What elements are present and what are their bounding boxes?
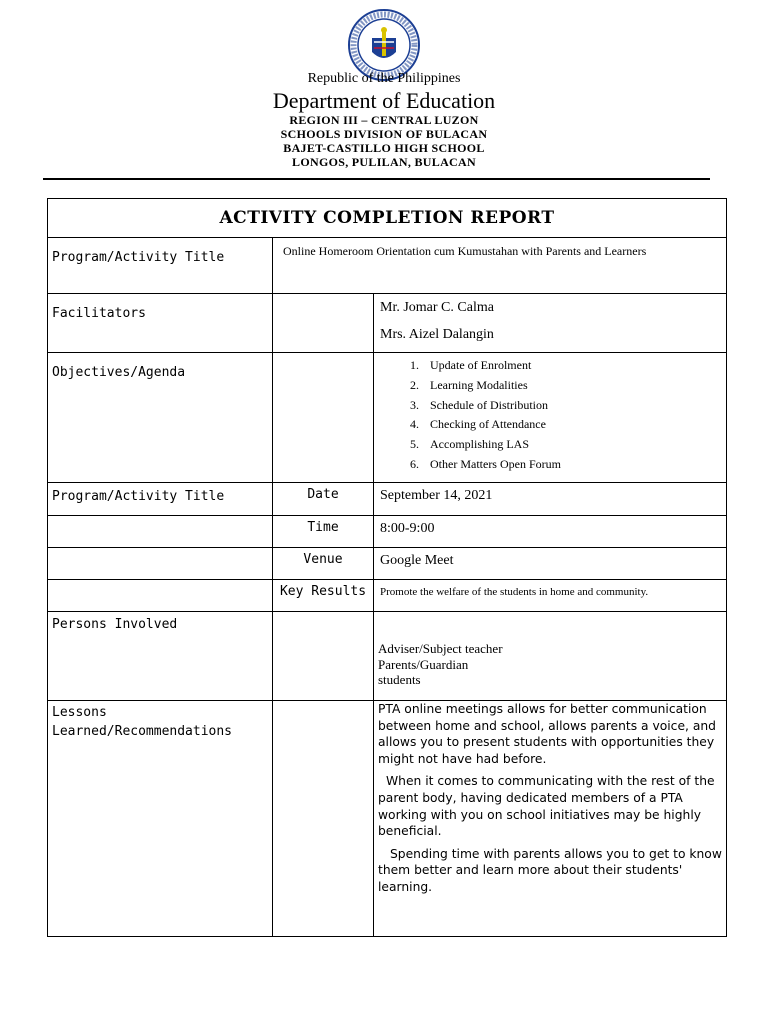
lessons-row (48, 701, 727, 937)
empty-cell (273, 294, 374, 353)
key-results-row (48, 580, 727, 612)
time-row (48, 516, 727, 548)
lessons-value (374, 701, 727, 937)
lesson-paragraph: Spending time with parents allows you to get to know them better and learn more about their students' learning. (378, 846, 722, 894)
list-item: 1. Update of Enrolment (422, 356, 726, 376)
date-label: Date (273, 483, 374, 516)
empty-cell (273, 612, 374, 701)
facilitator-name: Mrs. Aizel Dalangin (380, 327, 494, 342)
school-text: BAJET-CASTILLO HIGH SCHOOL (283, 141, 485, 155)
address-text: LONGOS, PULILAN, BULACAN (292, 155, 476, 169)
persons-row (48, 612, 727, 701)
persons-label: Persons Involved (48, 612, 273, 701)
objectives-row (48, 353, 727, 483)
empty-cell (48, 516, 273, 548)
department-title: Department of Education (272, 88, 496, 113)
key-results-value: Promote the welfare of the students in home and community. (374, 580, 727, 612)
objectives-list (374, 356, 726, 475)
date-value: September 14, 2021 (374, 483, 727, 516)
list-item: 5. Accomplishing LAS (422, 435, 726, 455)
region-text: REGION III – CENTRAL LUZON (289, 113, 479, 127)
empty-cell (48, 580, 273, 612)
empty-cell (273, 701, 374, 937)
empty-cell (48, 548, 273, 580)
persons-value (374, 612, 727, 701)
objectives-value (374, 353, 727, 483)
facilitators-label: Facilitators (48, 294, 273, 353)
program-label: Program/Activity Title (48, 238, 273, 294)
list-item: 6. Other Matters Open Forum (422, 455, 726, 475)
list-item: 2. Learning Modalities (422, 376, 726, 396)
republic-text: Republic of the Philippines (307, 71, 461, 86)
time-value: 8:00-9:00 (374, 516, 727, 548)
header-divider (43, 178, 710, 180)
person-item: Adviser/Subject teacher (378, 641, 503, 656)
program-value: Online Homeroom Orientation cum Kumustahan with Parents and Learners (273, 238, 727, 294)
empty-cell (273, 353, 374, 483)
report-title: ACTIVITY COMPLETION REPORT (48, 199, 727, 238)
venue-row (48, 548, 727, 580)
program-row (48, 238, 727, 294)
key-results-label: Key Results (273, 580, 374, 612)
time-label: Time (273, 516, 374, 548)
objectives-label: Objectives/Agenda (48, 353, 273, 483)
lesson-paragraph: PTA online meetings allows for better communication between home and school, allows parents a voice, and allows you to present students with opportunities they might not have had before. (378, 702, 716, 766)
person-item: Parents/Guardian (378, 656, 469, 672)
list-item: 3. Schedule of Distribution (422, 396, 726, 416)
lessons-label (48, 701, 273, 937)
lesson-paragraph: When it comes to communicating with the rest of the parent body, having dedicated members of a PTA working with you on school initiatives may be highly beneficial. (378, 774, 715, 839)
venue-value: Google Meet (374, 548, 727, 580)
date-row (48, 483, 727, 516)
program-label-2: Program/Activity Title (48, 483, 273, 516)
facilitator-name: Mr. Jomar C. Calma (380, 300, 494, 315)
list-item: 4. Checking of Attendance (422, 415, 726, 435)
lessons-label-line: Lessons (52, 705, 107, 720)
title-row (48, 199, 727, 238)
person-item: students (378, 672, 421, 687)
division-text: SCHOOLS DIVISION OF BULACAN (280, 127, 488, 141)
lessons-label-line: Learned/Recommendations (52, 724, 233, 739)
facilitators-row (48, 294, 727, 353)
venue-label: Venue (273, 548, 374, 580)
facilitators-value (374, 294, 727, 353)
report-table (47, 198, 727, 937)
